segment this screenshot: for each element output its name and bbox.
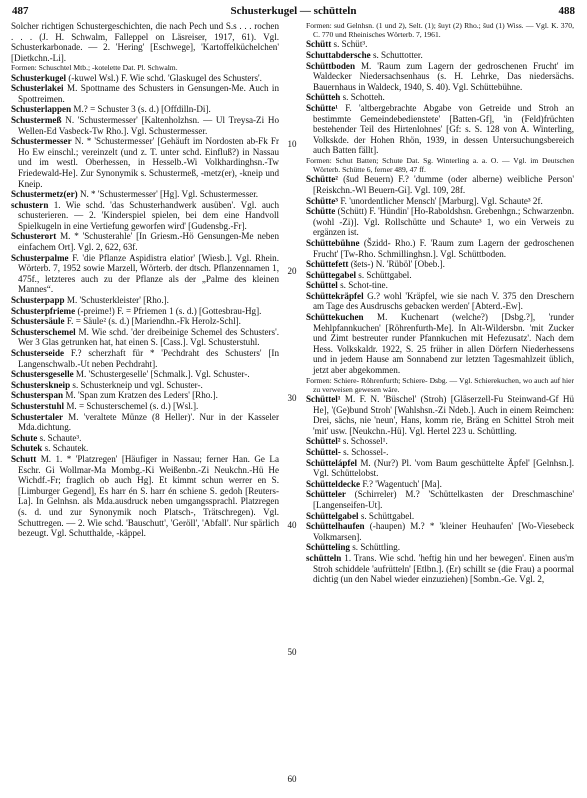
dictionary-entry: [306, 394, 574, 436]
entry-headword: Schüttebühne: [306, 237, 360, 248]
entry-text: F. 'altbergebrachte Abgabe von Getreide und Stroh an bestimmte Gemeindebedienstete' [Batten-Gf], 'in (Feld)früchten bestehender Teil des Hirtenlohnes' [Gf: s. S. 128 von A. Winterling, Volkskde. der Hohen Rhön, 1939, in dessen Untersuchungsbereich auch Batten fällt].: [313, 102, 574, 156]
dictionary-entry: [11, 104, 279, 115]
entry-text: s. Schossel-.: [343, 447, 389, 457]
entry-headword: Schüttel-: [306, 447, 341, 457]
dictionary-entry: [306, 553, 574, 585]
dictionary-entry: [306, 61, 574, 93]
dictionary-entry: [306, 479, 574, 490]
dictionary-entry: [11, 433, 279, 444]
entry-headword: Schütte³: [306, 195, 339, 206]
dictionary-entry: [11, 200, 279, 232]
entry-headword: Schusterskneip: [11, 379, 71, 390]
entry-text: G.? wohl 'Kräpfel, wie sie nach V. 375 den Dreschern am Tage des Ausdruschs gebacken werden' [Abterd.-Ew].: [313, 290, 574, 312]
entry-continuation: [11, 21, 279, 63]
entry-headword: Schüttekuchen: [306, 312, 364, 323]
entry-text: s. Schautek.: [44, 443, 89, 454]
entry-headword: Schusterkugel: [11, 72, 67, 83]
entry-text: (-kuwel Wsl.) F. Wie schd. 'Glaskugel des Schusters'.: [68, 72, 262, 83]
dictionary-entry: [306, 103, 574, 156]
dictionary-entry: [306, 542, 574, 553]
dictionary-entry: [306, 436, 574, 447]
entry-text: M. F. N. 'Büschel' (Stroh) [Gläserzell-Fu Steinwand-Gf Hü He], '(Ge)bund Stroh' [Wahlshsn.-Zi Ndeb.]. Auch in einem Reimchen: Drei, sächs, nie 'neun', Hans, komm rie, Bräng en Schittel Stroh meit 'mit' usw. [Neukchn.-Hü]. Vgl. Hertel 223 u. Schüttling.: [313, 394, 575, 436]
entry-headword: Schustertaler: [11, 411, 64, 422]
entry-headword: Schusterlappen: [11, 104, 72, 115]
dictionary-entry: [306, 270, 574, 281]
entry-headword: Schüttel²: [306, 436, 341, 447]
dictionary-entry: [306, 447, 574, 458]
dictionary-entry: [11, 369, 279, 380]
entry-text: s. Schüt³.: [333, 39, 368, 50]
entry-text: (šets-) N. 'Rüböl' [Obeb.].: [350, 259, 445, 270]
page-number-right: 488: [558, 5, 575, 17]
entry-text: s. Schaute³.: [39, 432, 82, 443]
dictionary-entry: [11, 390, 279, 401]
entry-headword: Schütte: [306, 206, 336, 217]
entry-text: M. 'Schustergeselle' [Schmalk.]. Vgl. Schuster-.: [75, 369, 250, 380]
entry-headword: Schusterseide: [11, 348, 65, 359]
entry-text: F.? 'Wagentuch' [Ma].: [362, 478, 442, 489]
line-number: 20: [287, 266, 297, 276]
dictionary-entry: [11, 136, 279, 189]
entry-text: M. 'veraltete Münze (8 Heller)'. Nur in der Kasseler Mda.dichtung.: [18, 411, 280, 433]
entry-headword: Schutt: [11, 453, 37, 464]
entry-headword: Schute: [11, 432, 38, 443]
dictionary-entry: [306, 280, 574, 291]
entry-text: s. Schot-tine.: [340, 280, 388, 291]
entry-text: N. * 'Schustermesser' [Hg]. Vgl. Schustermesser.: [79, 189, 259, 200]
entry-headword: Schusterschemel: [11, 326, 76, 337]
dictionary-entry: [11, 401, 279, 412]
entry-headword: Schüttegabel: [306, 269, 357, 280]
dictionary-entry: [11, 189, 279, 200]
entry-text: (Schütt) F. 'Hündin' [Ho-Raboldshsn. Grebenhgn.; Schwarzenbn. (wohl -Zi)]. Vgl. Rollschütte und Schaute³ 1, wo ein Verweis zu ergänzen ist.: [313, 206, 574, 238]
entry-text: s. Schüttling.: [352, 542, 400, 553]
entry-headword: Schusterstuhl: [11, 400, 65, 411]
entry-text: F.? scherzhaft für * 'Pechdraht des Schusters' [In Langenschwalb.-Ut neben Pechdraht].: [18, 348, 279, 369]
dictionary-entry: [11, 327, 279, 348]
running-title: Schusterkugel — schütteln: [230, 5, 357, 17]
line-number: 50: [287, 647, 297, 657]
entry-headword: Schütteh: [306, 92, 341, 103]
entry-text: N. * 'Schustermesser' [Gehäuft im Nordosten ab-Fk Fr Ho Ew einschl.; vereinzelt (und z. T. unter schd. Einfluß?) in Nassau und im westl. Oberhessen, in Hesselb.-Wi Volkhardinghsn.-Tw Friedewald-He]. Zur Synonymik s. Schustermeß, -metz(er), -kneip und Kneip.: [18, 136, 279, 189]
entry-text: (Šzidd- Rho.) F. 'Raum zum Lagern der gedroschenen Frucht' [Tw-Rho. Schmillinghsn.]. Vgl. Schüttboden.: [313, 237, 574, 259]
entry-headword: Schusterspan: [11, 390, 64, 401]
left-column: [11, 21, 279, 539]
dictionary-entry: [11, 380, 279, 391]
entry-headword: Schütteler: [306, 489, 346, 500]
entry-text: s. Schusterkneip und vgl. Schuster-.: [72, 379, 203, 390]
entry-headword: Schüttel: [306, 280, 338, 291]
entry-text: M. 'Schusterkleister' [Rho.].: [66, 295, 169, 306]
entry-headword: Schüttboden: [306, 60, 356, 71]
entry-text: (Schirreler) M.? 'Schüttelkasten der Dreschmaschine' [Langenseifen-Ut].: [313, 489, 574, 510]
right-column: [306, 21, 574, 585]
line-number: 30: [287, 393, 297, 403]
dictionary-entry: [306, 259, 574, 270]
entry-text: (-haupen) M.? * 'kleiner Heuhaufen' [Wo-Viesebeck Volkmarsen].: [313, 521, 574, 542]
entry-text: M.? = Schuster 3 (s. d.) [Offdilln-Di].: [73, 104, 211, 115]
entry-headword: Schütte²: [306, 174, 339, 185]
dictionary-entry: [11, 295, 279, 306]
dictionary-entry: [306, 458, 574, 479]
entry-text: Formen: Schut Batten; Schute Dat. Sg. Winterling a. a. O. — Vgl. im Deutschen Wörterb. Schütte 6, ferner 489, 47 ff.: [306, 155, 574, 175]
entry-text: (-preime!) F. = Pfriemen 1 (s. d.) [Gottesbrau-Hg].: [77, 305, 262, 316]
forms-note: [306, 21, 574, 39]
entry-text: M. Spottname des Schusters in Gensungen-Me. Auch in Spottreimen.: [18, 83, 280, 104]
entry-headword: Schustersäule: [11, 316, 65, 327]
entry-text: Formen: Schuschtel Mtb.; -kotelette Dat. Pl. Schwalm.: [11, 63, 178, 73]
entry-text: Formen: sud Gelnhsn. (1 und 2), Selt. (1); šuyt (2) Rho.; šud (1) Wiss. — Vgl. K. 370, C. 770 und Rheinisches Wörterb. 7, 1961.: [306, 21, 574, 40]
entry-headword: Schusterlakei: [11, 83, 64, 94]
dictionary-entry: [306, 50, 574, 61]
entry-headword: schustern: [11, 199, 49, 210]
entry-headword: Schustermeß: [11, 114, 62, 125]
dictionary-entry: [306, 238, 574, 259]
entry-text: F. = Säule² (s. d.) [Mariendhn.-Fk Herolz-Schl].: [66, 316, 241, 327]
dictionary-entry: [306, 511, 574, 522]
entry-text: s. Schuttotter.: [372, 50, 423, 60]
entry-text: s. Schüttgabel.: [358, 269, 412, 280]
entry-headword: Schüttelhaufen: [306, 521, 365, 532]
line-number: 10: [287, 139, 297, 149]
entry-text: s. Schüttgabel.: [360, 510, 415, 521]
entry-headword: Schüttel¹: [306, 394, 341, 405]
dictionary-entry: [11, 316, 279, 327]
line-number: 60: [287, 774, 297, 784]
entry-headword: Schüttefett: [306, 259, 349, 270]
entry-text: Solcher richtigen Schustergeschichten, die nach Pech und S.s . . . rochen . . . (J. H. Schwalm, Falleppel on Läsreiser, 1917, 61). Vgl. Schusterkarbonade. — 2. 'Hering' [Eschwege], 'Kartoffelküchelchen' [Dietkchn.-Li].: [11, 21, 279, 63]
entry-text: M. Wie schd. 'der dreibeinige Schemel des Schusters'. Wer 3 Glas getrunken hat, hat einen S. [Cass.]. Vgl. Schusterstuhl.: [18, 326, 279, 348]
entry-headword: Schusterpalme: [11, 252, 69, 263]
dictionary-entry: [11, 115, 279, 136]
entry-text: M. 'Raum zum Lagern der gedroschenen Frucht' im Waldecker Niedersachsenhaus (s. H. Lehrke, Das niedersächs. Bauernhaus in Waldeck, 1940, S. 40). Vgl. Schüttebühne.: [313, 60, 574, 92]
dictionary-entry: [11, 454, 279, 539]
entry-text: F. 'die Pflanze Aspidistra elatior' [Wiesb.]. Vgl. Rhein. Wörterb. 7, 1952 sowie Marzell, Wörterb. der dtsch. Pflanzennamen 1, 475f., letzteres auch zu der Pflanze als der „Palme des kleinen Mannes“.: [18, 252, 279, 295]
dictionary-entry: [306, 92, 574, 103]
entry-headword: Schütte¹: [306, 102, 339, 113]
running-header: [10, 5, 577, 19]
entry-headword: Schustersgeselle: [11, 369, 74, 380]
dictionary-entry: [306, 196, 574, 207]
dictionary-entry: [306, 39, 574, 50]
dictionary-entry: [11, 443, 279, 454]
forms-note: [306, 156, 574, 174]
entry-text: (šud Beuern) F.? 'dumme (oder alberne) weibliche Person' [Reiskchn.-Wl Beuern-Gi]. Vgl. 109, 28f.: [313, 174, 574, 195]
entry-headword: Schütt: [306, 39, 332, 50]
dictionary-entry: [306, 489, 574, 510]
entry-text: F. 'unordentlicher Mensch' [Marburg]. Vgl. Schaute³ 2f.: [340, 195, 543, 206]
entry-headword: Schuttabdersche: [306, 50, 371, 60]
entry-headword: Schüttelgabel: [306, 510, 359, 521]
forms-note: [11, 63, 279, 72]
entry-headword: Schütteldecke: [306, 478, 361, 489]
entry-text: M. = Schusterschemel (s. d.) [Wsl.].: [66, 400, 199, 411]
dictionary-entry: [306, 291, 574, 312]
entry-text: M. 1. * 'Platzregen' [Häufiger in Nassau; ferner Han. Ge La Eschr. Gi Wollmar-Ma Mombg.-Ki Weißenbn.-Zi Neukchn.-Hü He Wichdf.-Fr; fraglich ob auch Hg]. Et kimmt schun werrer en S. [Limburger Gegend], Es harr én S. harr én schiene S. gedoh [Reuters-La]. In Gelnhsn. als Mda.ausdruck neben umgangssprachl. Platzregen (s. d. und zur Synonymik noch Platsch-, Trätschregen). Vgl. Schuttregen. — 2. Wie schd. 'Bauschutt', 'Geröll', 'Abfall'. Nur spärlich bezeugt. Vgl. Schutthalde, -käppel.: [18, 453, 279, 539]
entry-text: s. Schotteh.: [342, 92, 385, 103]
line-number: 40: [287, 520, 297, 530]
dictionary-entry: [306, 174, 574, 195]
entry-headword: schütteln: [306, 552, 342, 563]
entry-text: M. Kuchenart (welche?) [Dsbg.?], 'runder Mehlpfannkuchen' [Röhrenfurth-Me]. In Alt-Wildersbn. 'mit Zucker und Zimt bestreuter runder Pfannkuchen mit Hefezusatz'. Nach dem Hess. Volkskaldr. 1922, S. 25 früher in allen Dörfern Niederhessens und in jedem Hause am Sonnabend zur letzten Tagesmahlzeit üblich, jetzt aber abgekommen.: [313, 312, 574, 376]
entry-headword: Schütteling: [306, 542, 350, 553]
entry-text: N. 'Schustermesser' [Kaltenholzhsn. — Ul Treysa-Zi Ho Wellen-Ed Vasbeck-Tw Rho.]. Vgl. Schustermesser.: [18, 114, 280, 136]
dictionary-entry: [11, 231, 279, 252]
dictionary-entry: [306, 312, 574, 376]
entry-headword: Schusterort: [11, 231, 57, 242]
dictionary-entry: [11, 73, 279, 84]
dictionary-entry: [11, 412, 279, 433]
entry-headword: Schustermetz(er): [11, 189, 78, 200]
entry-headword: Schüttekräpfel: [306, 290, 364, 301]
entry-text: M. 'Span zum Kratzen des Leders' [Rho.].: [65, 390, 218, 401]
entry-headword: Schusterpfrieme: [11, 305, 76, 316]
entry-headword: Schutek: [11, 443, 43, 454]
dictionary-entry: [11, 306, 279, 317]
entry-text: 1. Wie schd. 'das Schusterhandwerk ausüben'. Vgl. auch schusterieren. — 2. 'Kinderspiel spielen, bei dem eine Handvoll Spielkugeln in eine Vertiefung geworfen wird' [Gudensbg.-Fr].: [18, 199, 279, 231]
entry-headword: Schustermesser: [11, 136, 72, 147]
dictionary-entry: [11, 83, 279, 104]
dictionary-entry: [306, 521, 574, 542]
dictionary-entry: [11, 253, 279, 295]
entry-headword: Schusterpapp: [11, 295, 65, 306]
dictionary-entry: [11, 348, 279, 369]
entry-text: 1. Trans. Wie schd. 'heftig hin und her bewegen'. Einen aus'm Stroh schiddele 'aufrütteln' [Etlbn.]. (Er) schillt se (die Frau) a poormal dichtig (un den Nabel wieder einzuziehen) [Sombn.-Ge. Vgl. 2,: [313, 552, 574, 585]
entry-text: s. Schossel¹.: [342, 436, 388, 447]
entry-text: Formen: Schiere- Röhrenfurth; Schiere- Dsbg. — Vgl. Schierekuchen, wo auch auf hier zu verweisen gewesen wäre.: [306, 375, 574, 394]
forms-note: [306, 376, 574, 394]
page-number-left: 487: [12, 5, 29, 17]
dictionary-entry: [306, 206, 574, 238]
entry-text: M. (Nur?) Pl. 'vom Baum geschüttelte Äpfel' [Gelnhsn.]. Vgl. Schüttelobst.: [313, 457, 574, 479]
entry-text: M. * 'Schusterahle' [In Griesm.-Hö Gensungen-Me neben einfachem Ort]. Vgl. 2, 622, 63f.: [18, 231, 280, 253]
entry-headword: Schüttelápfel: [306, 457, 358, 468]
